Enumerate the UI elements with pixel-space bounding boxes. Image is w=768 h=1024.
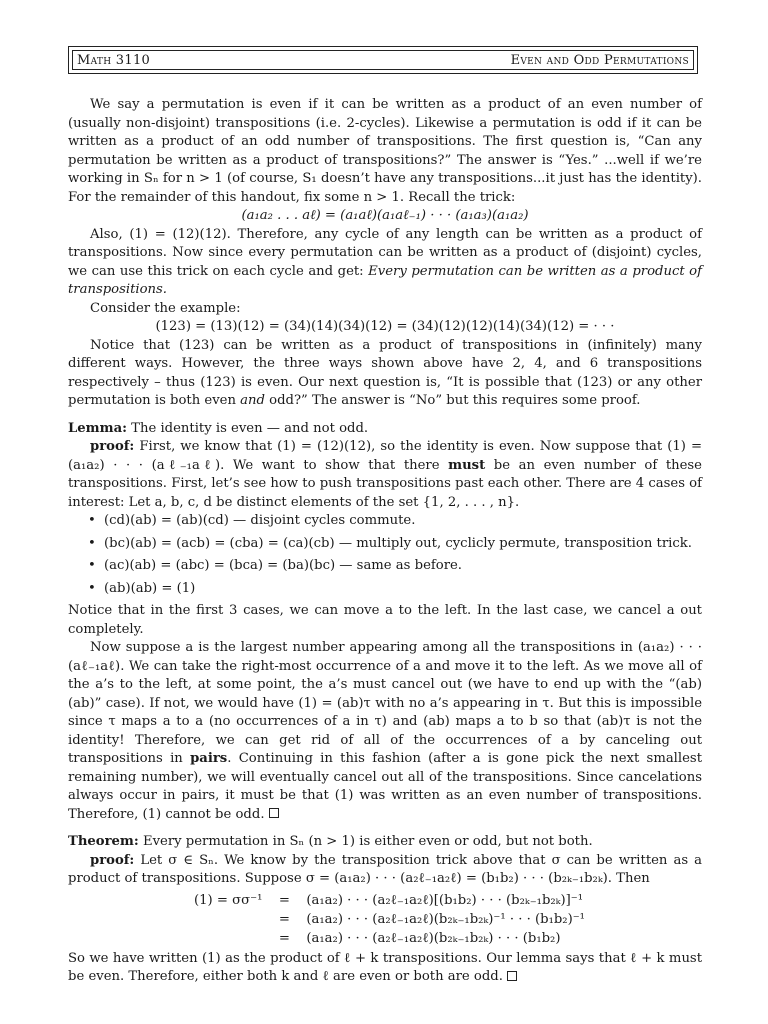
- equation-row: [188, 929, 591, 948]
- equation-lhs: (1) = σσ⁻¹: [194, 892, 263, 908]
- handout-title: Even and Odd Permutations: [510, 52, 689, 68]
- equation-row: [188, 891, 591, 910]
- lemma-proof-emph: must: [448, 457, 486, 473]
- lemma-proof2-emph: pairs: [190, 751, 228, 766]
- theorem-text: Every permutation in Sₙ (n > 1) is either even or odd, but not both.: [138, 834, 593, 849]
- equals-sign: =: [278, 892, 290, 908]
- theorem-proof-label: proof:: [90, 852, 135, 868]
- lemma-proof-label: proof:: [90, 439, 135, 454]
- theorem-conclusion-text: So we have written (1) as the product of ℓ + k transpositions. Our lemma says that ℓ + k must be even. Therefore, either both k and ℓ are even or both are odd.: [68, 950, 702, 984]
- header-box: [68, 46, 698, 74]
- question-paragraph: [68, 337, 702, 411]
- equals-sign: =: [278, 930, 290, 946]
- question-text-end: odd?” The answer is “No” but this requires some proof.: [264, 393, 641, 408]
- theorem-label: Theorem:: [68, 834, 139, 849]
- qed-square-icon: [507, 971, 517, 981]
- lemma-label: Lemma:: [68, 420, 127, 436]
- intro-paragraph: We say a permutation is even if it can be written as a product of an even number of (usually non-disjoint) transpositions (i.e. 2-cycles). Likewise a permutation is odd if it can be written as a product of an odd number of transpositions. The first question is, “Can any permutation be written as a product of transpositions?” The answer is “Yes.” ...well if we’re working in Sₙ for n > 1 (of course, S₁ doesn’t have any transpositions...it just has the identity). For the remainder of this handout, fix some n > 1. Recall the trick:: [68, 97, 702, 205]
- theorem-statement: [68, 833, 702, 852]
- lemma-proof-paragraph-2: [68, 639, 702, 824]
- example-intro: Consider the example:: [90, 300, 241, 316]
- lemma-proof-text-b: be an even number of these transpositions. First, let’s see how to push transpositions past each other. There are 4 cases of interest: Let a, b, c, d be distinct elements of the set {1, 2, . . . , n}.: [68, 457, 702, 510]
- lemma-statement: [68, 420, 702, 439]
- lemma-text: The identity is even — and not odd.: [126, 420, 369, 436]
- list-item: • (cd)(ab) = (ab)(cd) — disjoint cycles commute.: [88, 512, 702, 531]
- list-item: • (bc)(ab) = (acb) = (cba) = (ca)(cb) — multiply out, cyclicly permute, transposition trick.: [88, 535, 702, 554]
- lemma-proof2-text-b: . Continuing in this fashion (after a is gone pick the next smallest remaining number), we will eventually cancel out all of the transpositions. Since cancelations always occur in pairs, it must be that (1) was written as an even number of transpositions. Therefore, (1) cannot be odd.: [68, 751, 702, 822]
- example-equation: (123) = (13)(12) = (34)(14)(34)(12) = (34)(12)(12)(14)(34)(12) = · · ·: [155, 319, 615, 334]
- lemma-proof2-text-a: Now suppose a is the largest number appearing among all the transpositions in (a₁a₂) · · · (aℓ₋₁aℓ). We can take the right-most occurrence of a and move it to the left. As we move all of the a’s to the left, at some point, the a’s must cancel out (we have to end up with the “(ab)(ab)” case). If not, we would have (1) = (ab)τ with no a’s appearing in τ. But this is impossible since τ maps a to a (no occurrences of a in τ) and (ab) maps a to b so that (ab)τ is not the identity! Therefore, we can get rid of all of the occurrences of a by canceling out transpositions in: [68, 640, 702, 766]
- lemma-proof-text-a: First, we know that (1) = (12)(12), so the identity is even. Now suppose that (1) = (a₁a₂) · · · (aℓ₋₁aℓ). We want to show that there: [68, 439, 702, 473]
- after-cases-text: Notice that in the first 3 cases, we can move a to the left. In the last case, we cancel a out completely.: [68, 603, 702, 637]
- question-text-start: Notice that (123) can be written as a product of transpositions in (infinitely) many different ways. However, the three ways shown above have 2, 4, and 6 transpositions respectively – thus (123) is even. Our next question is, “It is possible that (123) or any other permutation is both even: [68, 337, 702, 408]
- theorem-conclusion: [68, 950, 702, 987]
- equation-rhs: (a₁a₂) · · · (a₂ℓ₋₁a₂ℓ)(b₂ₖ₋₁b₂ₖ)⁻¹ · · · (b₁b₂)⁻¹: [306, 911, 585, 927]
- theorem-proof-text: Let σ ∈ Sₙ. We know by the transposition trick above that σ can be written as a product of transpositions. Suppose σ = (a₁a₂) · · · (a₂ℓ₋₁a₂ℓ) = (b₁b₂) · · · (b₂ₖ₋₁b₂ₖ). Then: [68, 852, 702, 886]
- cases-list: [68, 512, 702, 598]
- course-name: Math 3110: [77, 52, 151, 68]
- question-text-emph: and: [240, 393, 265, 408]
- cycle-paragraph: [68, 226, 702, 300]
- equation-row: [188, 910, 591, 929]
- aligned-equations: [188, 891, 591, 948]
- theorem-proof-paragraph: [68, 852, 702, 889]
- equation-rhs: (a₁a₂) · · · (a₂ℓ₋₁a₂ℓ)[(b₁b₂) · · · (b₂ₖ₋₁b₂ₖ)]⁻¹: [306, 892, 584, 908]
- equals-sign: =: [278, 911, 290, 927]
- header-inner-box: [72, 50, 694, 70]
- equation-rhs: (a₁a₂) · · · (a₂ℓ₋₁a₂ℓ)(b₂ₖ₋₁b₂ₖ) · · · (b₁b₂): [306, 930, 561, 946]
- cycle-trick-equation: (a₁a₂ . . . aℓ) = (a₁aℓ)(a₁aℓ₋₁) · · · (a₁a₃)(a₁a₂): [241, 208, 529, 223]
- cycle-paragraph-conclusion: Every permutation can be written as a product of transpositions.: [68, 263, 702, 297]
- qed-square-icon: [269, 808, 279, 818]
- lemma-proof-paragraph: [68, 438, 702, 512]
- document-body: [68, 96, 702, 987]
- list-item: • (ab)(ab) = (1): [88, 580, 702, 599]
- cycle-paragraph-text: Also, (1) = (12)(12). Therefore, any cycle of any length can be written as a product of transpositions. Now since every permutation can be written as a product of (disjoint) cycles, we can use this trick on each cycle and get:: [68, 226, 702, 279]
- list-item: • (ac)(ab) = (abc) = (bca) = (ba)(bc) — same as before.: [88, 557, 702, 576]
